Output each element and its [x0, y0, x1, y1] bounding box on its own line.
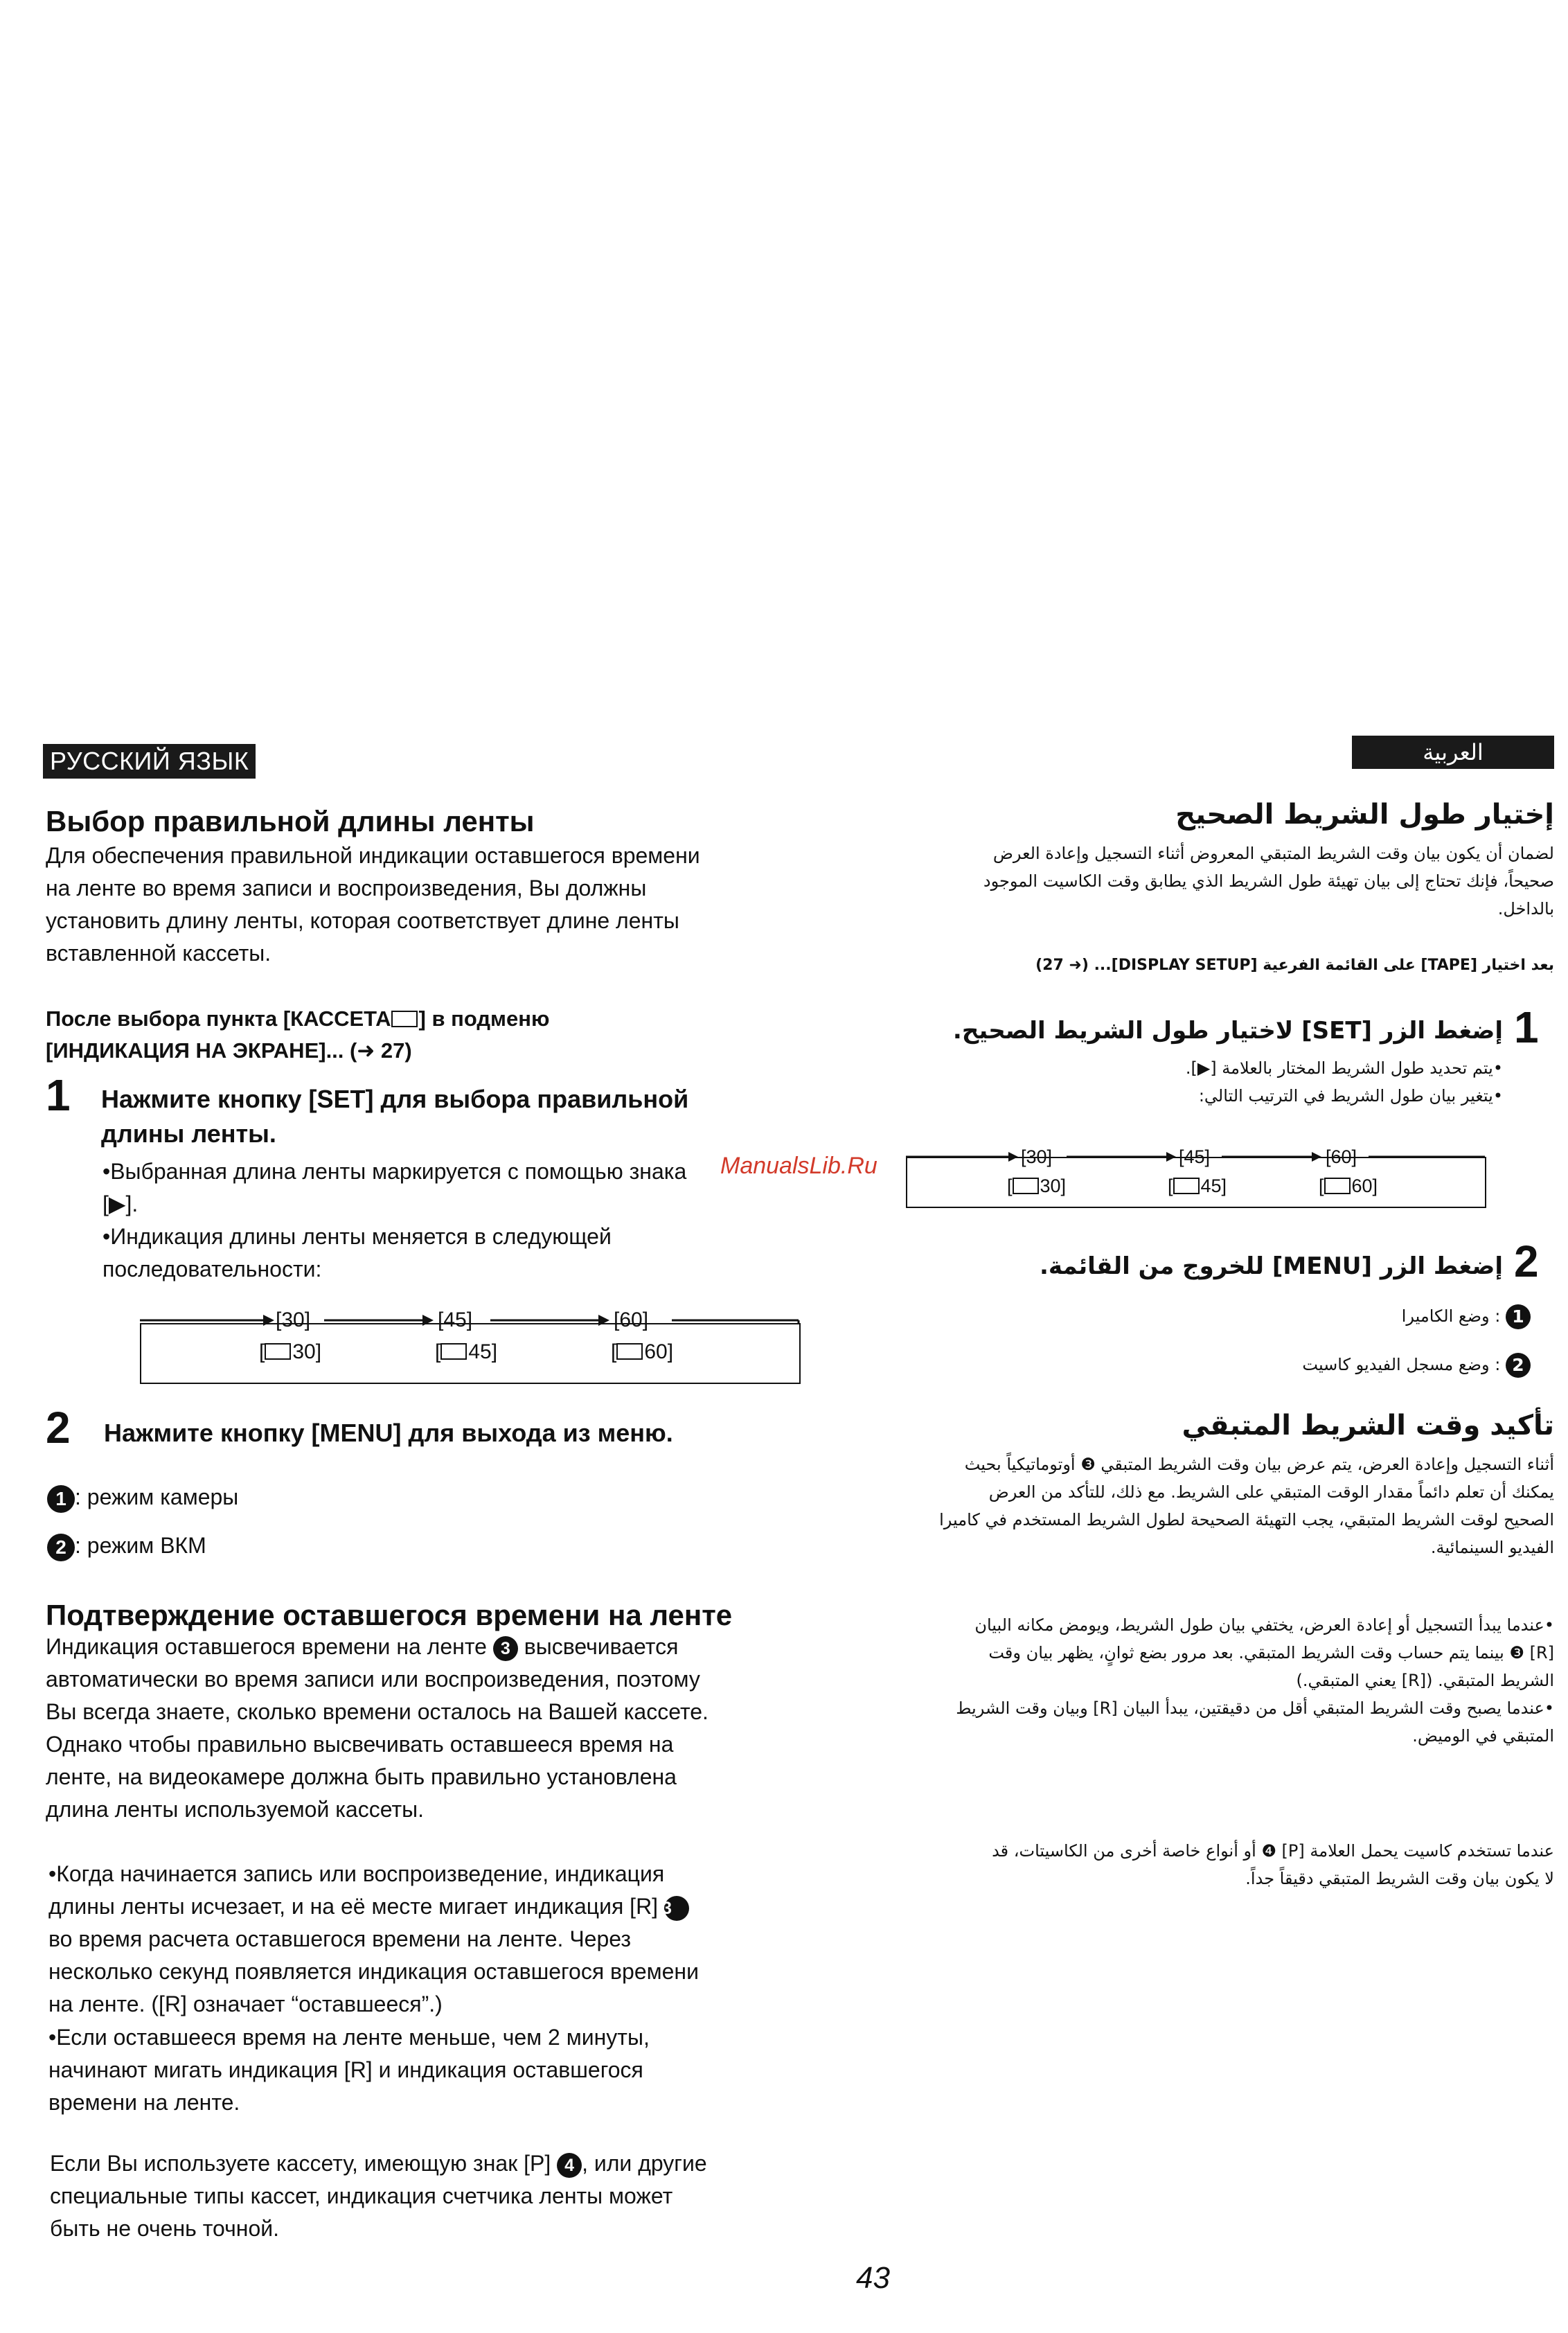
- intro-line: Вы всегда знаете, сколько времени осталось на Вашей кассете.: [46, 1699, 709, 1724]
- step-2-title: Нажмите кнопку [MENU] для выхода из меню.: [104, 1419, 673, 1447]
- ar-precondition: بعد اختيار [TAPE] على القائمة الفرعية [DISPLAY SETUP]... (➜ 27): [1035, 957, 1554, 974]
- tape-length-intro: [46, 840, 842, 970]
- mode-label: : режим ВКМ: [75, 1533, 206, 1558]
- step-1-bullet-sequence: [103, 1221, 842, 1286]
- ar-note-line: عندما تستخدم كاسيت يحمل العلامة [P] ❹ أو أنواع خاصة أخرى من الكاسيتات، قد: [992, 1841, 1554, 1861]
- cassette-icon: [440, 1343, 467, 1360]
- watermark: ManualsLib.Ru: [720, 1153, 877, 1179]
- section-title-remaining-time: Подтверждение оставшегося времени на ленте: [46, 1599, 733, 1631]
- ar-special-cassette-note: [900, 1837, 1554, 1892]
- badge-1-icon: 1: [47, 1485, 75, 1513]
- note-text: , или другие: [582, 2151, 707, 2176]
- ar-remaining-time-intro: [900, 1451, 1554, 1561]
- cassette-icon: [1324, 1178, 1351, 1194]
- step-1-title: [101, 1082, 842, 1151]
- bullet-line: последовательности:: [103, 1257, 322, 1281]
- intro-text: Индикация оставшегося времени на ленте: [46, 1634, 487, 1659]
- ar-step-1-bullets: [900, 1054, 1503, 1110]
- ar-sequence-sub-60: [ 60]: [1319, 1176, 1378, 1196]
- ar-intro-line: يمكنك أن تعلم دائماً مقدار الوقت المتبقي على الشريط. مع ذلك، للتأكد من العرض: [988, 1482, 1554, 1502]
- special-cassette-note: [50, 2147, 846, 2245]
- precondition-text: После выбора пункта [КАССЕТА: [46, 1006, 391, 1031]
- badge-4-icon: 4: [557, 2153, 582, 2178]
- remaining-time-intro: [46, 1631, 842, 1826]
- ar-intro-line: لضمان أن يكون بيان وقت الشريط المتبقي المعروض أثناء التسجيل وإعادة العرض: [992, 844, 1554, 863]
- remaining-bullet-start: [48, 1858, 864, 2021]
- mode-vcr: [47, 1529, 206, 1562]
- ar-section-title-tape-length: إختيار طول الشريط الصحيح: [1175, 799, 1554, 831]
- intro-line: автоматически во время записи или воспроизведения, поэтому: [46, 1667, 700, 1692]
- bullet-line: несколько секунд появляется индикация оставшегося времени: [48, 1959, 699, 1984]
- sequence-sub-45: [ 45]: [435, 1340, 498, 1363]
- intro-line: Для обеспечения правильной индикации оставшегося времени: [46, 843, 700, 868]
- bullet-line: •Если оставшееся время на ленте меньше, чем 2 минуты,: [48, 2025, 650, 2050]
- bullet-line: длины ленты исчезает, и на её месте мигает индикация [R]: [48, 1894, 659, 1919]
- language-tag-russian: РУССКИЙ ЯЗЫК: [43, 744, 256, 779]
- ar-bullet: •يتغير بيان طول الشريط في الترتيب التالي:: [1198, 1086, 1503, 1106]
- ar-bullet-line: المتبقي في الوميض.: [1412, 1726, 1554, 1746]
- badge-2-icon: 2: [47, 1534, 75, 1561]
- ar-sequence-sub-45: [ 45]: [1168, 1176, 1227, 1196]
- remaining-bullet-low: [48, 2021, 864, 2119]
- ar-intro-line: الصحيح لوقت الشريط المتبقي، يجب التهيئة الصحيحة لطول الشريط المستخدم في كاميرا: [939, 1510, 1554, 1529]
- badge-3-icon: 3: [664, 1896, 689, 1921]
- page-number: 43: [856, 2261, 890, 2295]
- ar-bullet: •يتم تحديد طول الشريط المختار بالعلامة [▶].: [1185, 1058, 1503, 1078]
- cassette-icon: [1173, 1178, 1200, 1194]
- step-1-number: 1: [46, 1070, 71, 1120]
- ar-mode-label: : وضع الكاميرا: [1401, 1306, 1501, 1326]
- bullet-line: начинают мигать индикация [R] и индикация оставшегося: [48, 2057, 643, 2082]
- precondition-text: ] в подменю: [418, 1006, 550, 1031]
- intro-line: на ленте во время записи и воспроизведения, Вы должны: [46, 876, 647, 901]
- ar-step-2-number: 2: [1514, 1236, 1539, 1286]
- ar-sequence-sub-30: [ 30]: [1007, 1176, 1067, 1196]
- language-tag-arabic: العربية: [1352, 736, 1554, 769]
- cassette-icon: [265, 1343, 291, 1360]
- badge-1-icon: 1: [1506, 1304, 1531, 1329]
- precondition-text: [ИНДИКАЦИЯ НА ЭКРАНЕ]... (➜ 27): [46, 1038, 412, 1063]
- section-title-tape-length: Выбор правильной длины ленты: [46, 805, 535, 837]
- sequence-label-60: [60]: [614, 1309, 649, 1331]
- note-line: быть не очень точной.: [50, 2216, 279, 2241]
- ar-sequence-label-60: [60]: [1326, 1146, 1357, 1167]
- ar-sequence-label-30: [30]: [1021, 1146, 1053, 1167]
- intro-line: установить длину ленты, которая соответствует длине ленты: [46, 908, 679, 933]
- bullet-line: [▶].: [103, 1191, 139, 1216]
- ar-step-2-title: إضغط الزر [MENU] للخروج من القائمة.: [1040, 1252, 1503, 1280]
- ar-bullet-line: الشريط المتبقي. ([R] يعني المتبقي.): [1296, 1671, 1554, 1690]
- step-title-line: длины ленты.: [101, 1119, 276, 1148]
- ar-tape-length-intro: [900, 840, 1554, 923]
- ar-note-line: لا يكون بيان وقت الشريط المتبقي دقيقاً جداً.: [1245, 1869, 1554, 1888]
- ar-bullet-line: [R] ❸ بينما يتم حساب وقت الشريط المتبقي. بعد مرور بضع ثوانٍ، يظهر بيان وقت: [988, 1643, 1554, 1662]
- intro-line: длина ленты используемой кассеты.: [46, 1797, 424, 1822]
- ar-bullet-line: •عندما يصبح وقت الشريط المتبقي أقل من دقيقتين، يبدأ البيان [R] وبيان وقت الشريط: [956, 1698, 1554, 1718]
- sequence-label-30: [30]: [276, 1309, 311, 1331]
- ar-mode-camera: [1177, 1302, 1531, 1330]
- cassette-icon: [616, 1343, 643, 1360]
- sequence-label-45: [45]: [438, 1309, 473, 1331]
- ar-intro-line: صحيحاً، فإنك تحتاج إلى بيان تهيئة طول الشريط الذي يطابق وقت الكاسيت الموجود: [983, 871, 1554, 891]
- ar-section-title-remaining-time: تأكيد وقت الشريط المتبقي: [1182, 1410, 1554, 1442]
- bullet-line: времени на ленте.: [48, 2090, 240, 2115]
- ar-step-1-number: 1: [1514, 1002, 1539, 1052]
- mode-camera: [47, 1481, 238, 1514]
- precondition: [46, 1003, 842, 1067]
- mode-label: : режим камеры: [75, 1484, 239, 1509]
- ar-sequence-label-45: [45]: [1179, 1146, 1211, 1167]
- ar-bullet-line: •عندما يبدأ التسجيل أو إعادة العرض، يختفي بيان طول الشريط، ويومض مكانه البيان: [974, 1615, 1554, 1635]
- note-line: специальные типы кассет, индикация счетчика ленты может: [50, 2183, 673, 2208]
- ar-mode-vcr: [1177, 1351, 1531, 1378]
- bullet-line: •Выбранная длина ленты маркируется с помощью знака: [103, 1159, 687, 1184]
- bullet-line: •Индикация длины ленты меняется в следующей: [103, 1224, 612, 1249]
- intro-line: ленте, на видеокамере должна быть правильно установлена: [46, 1764, 677, 1789]
- note-text: Если Вы используете кассету, имеющую знак [P]: [50, 2151, 551, 2176]
- ar-mode-label: : وضع مسجل الفيديو كاسيت: [1302, 1355, 1501, 1374]
- intro-line: Однако чтобы правильно высвечивать оставшееся время на: [46, 1732, 674, 1757]
- bullet-line: •Когда начинается запись или воспроизведение, индикация: [48, 1861, 665, 1886]
- intro-text: высвечивается: [524, 1634, 679, 1659]
- badge-3-icon: 3: [493, 1636, 518, 1661]
- intro-line: вставленной кассеты.: [46, 941, 271, 966]
- ar-step-1-title: إضغط الزر [SET] لاختيار طول الشريط الصحيح.: [952, 1017, 1503, 1045]
- bullet-line: на ленте. ([R] означает “оставшееся”.): [48, 1992, 443, 2016]
- sequence-sub-60: [ 60]: [611, 1340, 674, 1363]
- ar-remaining-bullets: [900, 1611, 1554, 1750]
- step-2-number: 2: [46, 1403, 71, 1453]
- cassette-icon: [391, 1011, 418, 1027]
- step-title-line: Нажмите кнопку [SET] для выбора правильной: [101, 1085, 689, 1113]
- badge-2-icon: 2: [1506, 1353, 1531, 1378]
- ar-intro-line: الفيديو السينمائية.: [1430, 1538, 1554, 1557]
- ar-intro-line: أثناء التسجيل وإعادة العرض، يتم عرض بيان وقت الشريط المتبقي ❸ أوتوماتيكياً بحيث: [964, 1455, 1554, 1474]
- ar-intro-line: بالداخل.: [1497, 899, 1554, 919]
- sequence-sub-30: [ 30]: [259, 1340, 322, 1363]
- cassette-icon: [1013, 1178, 1039, 1194]
- bullet-line: во время расчета оставшегося времени на ленте. Через: [48, 1926, 631, 1951]
